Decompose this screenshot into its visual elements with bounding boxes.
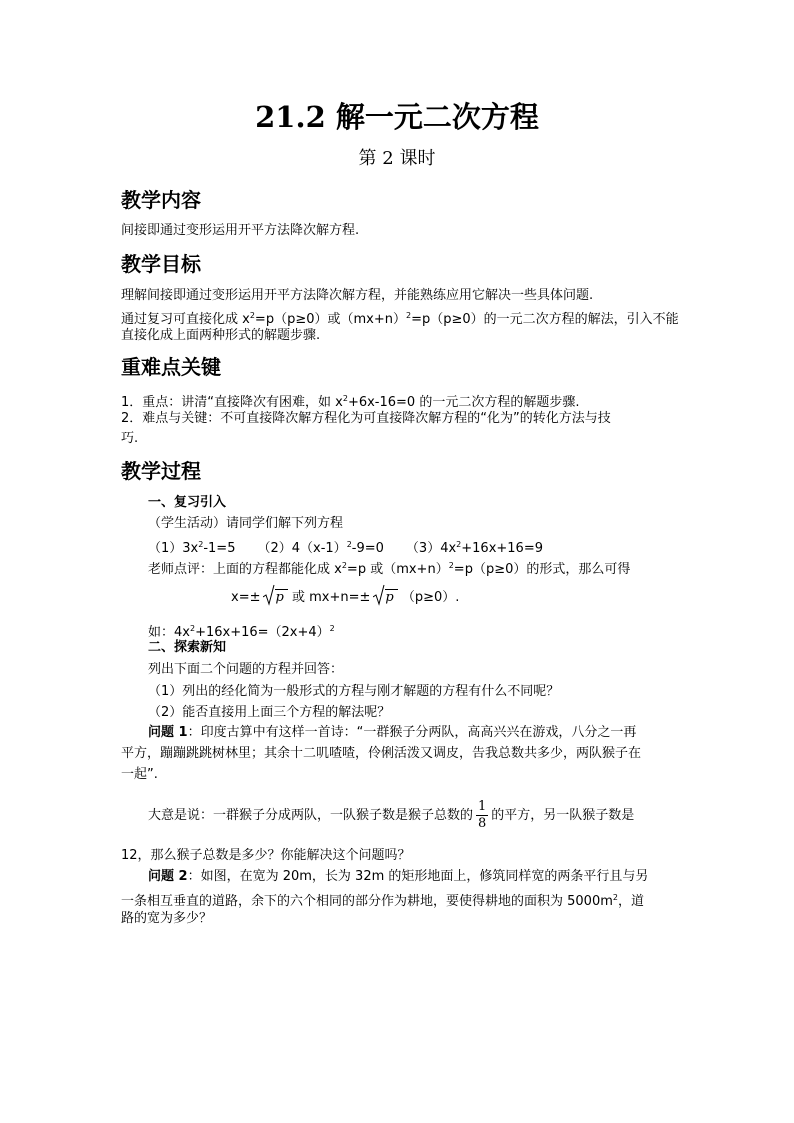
keypoint-2-line-1: 2．难点与关键：不可直接降次解方程化为可直接降次解方程的“化为”的转化方法与技: [121, 411, 611, 426]
keypoint-1: 1．重点：讲清“直接降次有困难，如 $x^2+6x-16=0$ 的一元二次方程的解题步骤.: [121, 394, 580, 410]
section-review: 一、复习引入: [148, 495, 227, 510]
problem-2-line-3: 路的宽为多少？: [121, 911, 213, 926]
fraction-one-eighth: $\frac{1}{8}$: [478, 799, 487, 831]
sqrt-p-2: p: [373, 588, 397, 607]
goals-line-2: 通过复习可直接化成 $x^2=p(p\ge 0)$或$(mx+n)^2=p(p\ge 0)$的一元二次方程的解法，引入不能: [121, 311, 679, 327]
activity-text: （学生活动）请同学们解下列方程: [148, 516, 344, 531]
teacher-comment: 老师点评：上面的方程都能化成 $x^2=p$ 或$(mx+n)^2=p(p\ge 0)$的形式，那么可得: [148, 561, 631, 577]
practice-equations: $(1)3x^2-1=5$ $(2)4(x-1)^2-9=0$ $(3)4x^2+16x+16=9$: [148, 540, 543, 556]
heading-goals: 教学目标: [121, 252, 201, 276]
section-explore: 二、探索新知: [148, 640, 227, 655]
meaning-line-2: 12，那么猴子总数是多少？你能解决这个问题吗？: [121, 848, 411, 863]
heading-content: 教学内容: [121, 188, 201, 212]
content-text: 间接即通过变形运用开平方法降次解方程.: [121, 223, 360, 238]
goals-line-1: 理解间接即通过变形运用开平方法降次解方程，并能熟练应用它解决一些具体问题.: [121, 288, 594, 303]
problem-1-line-3: 一起”.: [121, 767, 158, 782]
problem-1-line-2: 平方，蹦蹦跳跳树林里；其余十二叽喳喳，伶俐活泼又调皮，告我总数共多少，两队猴子在: [121, 746, 642, 761]
goals-line-3: 直接化成上面两种形式的解题步骤.: [121, 328, 321, 343]
problem-2-line-2: 一条相互垂直的道路，余下的六个相同的部分作为耕地，要使得耕地的面积为 $5000m^2$，道: [121, 893, 644, 909]
meaning-line-1: 大意是说：一群猴子分成两队，一队猴子数是猴子总数的 $\frac{1}{8}$ 的平方，另一队猴子数是: [148, 799, 635, 831]
page-title: 21.2 解一元二次方程: [255, 100, 539, 134]
page-subtitle: 第 2 课时: [358, 148, 436, 169]
heading-keypoints: 重难点关键: [121, 355, 221, 379]
heading-process: 教学过程: [121, 459, 201, 483]
problem-2-line-1: 问题 2：如图，在宽为 20m，长为 32m 的矩形地面上，修筑同样宽的两条平行且与另: [148, 869, 649, 884]
solution-formula: x=± p 或 mx+n=± p （p≥0）.: [231, 588, 459, 607]
problem-1-line-1: 问题 1：印度古算中有这样一首诗：“一群猴子分两队，高高兴兴在游戏，八分之一再: [148, 725, 637, 740]
sqrt-p-1: p: [263, 588, 287, 607]
explore-intro: 列出下面二个问题的方程并回答：: [148, 662, 344, 677]
question-2: （2）能否直接用上面三个方程的解法呢？: [148, 705, 391, 720]
keypoint-2-line-2: 巧.: [121, 431, 139, 446]
question-1: （1）列出的经化简为一般形式的方程与刚才解题的方程有什么不同呢？: [148, 684, 560, 699]
example-equation: 如：$4x^2+16x+16=(2x+4)^2$: [148, 624, 335, 640]
